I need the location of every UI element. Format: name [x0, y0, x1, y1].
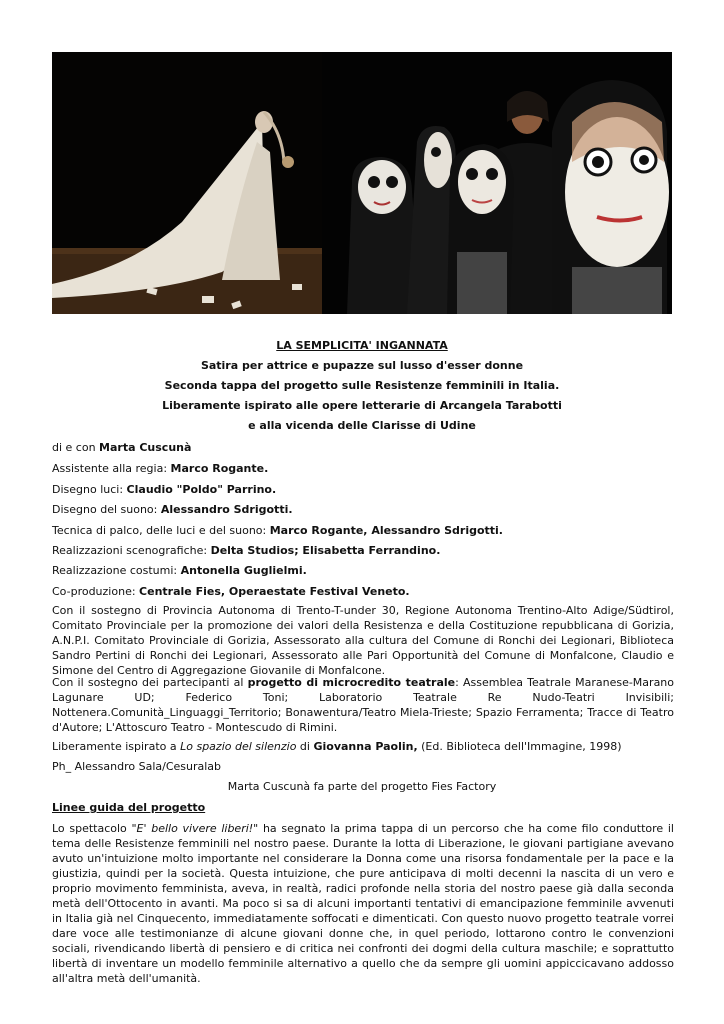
bride-photo [52, 52, 322, 314]
photo-credit: Ph_ Alessandro Sala/Cesuralab [52, 760, 222, 773]
subtitle-line: Liberamente ispirato alle opere letterarie di Arcangela Tarabotti [162, 399, 562, 412]
credit-line: Co-produzione: Centrale Fies, Operaestate Festival Veneto. [52, 585, 410, 598]
credit-line: Realizzazione costumi: Antonella Guglielmi. [52, 564, 307, 577]
page-title: LA SEMPLICITA' INGANNATA [276, 339, 448, 352]
stage-photos-illustration [52, 52, 672, 314]
guidelines-paragraph: Lo spettacolo "E' bello vivere liberi!" ha segnato la prima tappa di un percorso che ha come filo conduttore il tema delle Resistenze femminili nel nostro paese. Durante la lotta di Liberazione, le giovani partigiane avevano avuto un'intuizione molto importante nel considerare la Donna come una risorsa fondamentale per la pace e la giustizia, quindi per la società. Questa intuizione, che pure anticipava di molti decenni la nascita di un vero e proprio movimento femminista, aveva, in realtà, radici profonde nella storia del nostro paese già dalla seconda metà dell'Ottocento in avanti. Ma poco si sa di alcuni importanti tentativi di emancipazione femminile avvenuti in Italia già nel Cinquecento, immediatamente soffocati e dimenticati. Con questo nuovo progetto teatrale vorrei dare voce alle testimonianze di alcune giovani donne che, in quel periodo, lottarono contro le convenzioni sociali, rivendicando libertà di pensiero e di critica nei confronti dei dogmi della cultura maschile; e soprattutto libertà di inventare un modello femminile alternativo a quello che da sempre gli uomini appiccicavano addosso all'altra metà dell'umanità. [52, 822, 674, 985]
microcredit-paragraph: Con il sostegno dei partecipanti al progetto di microcredito teatrale: Assemblea Teatrale Maranese-Marano Lagunare UD; Federico Toni; Laboratorio Teatrale Re Nudo-Teatri Invisibili; Nottenera.Comunità_Linguaggi_Territorio; Bonawentura/Teatro Miela-Trieste; Spazio Ferramenta; Tracce di Teatro d'Autore; L'Attoscuro Teatro - Montescudo di Rimini. [52, 676, 675, 734]
credit-line: Realizzazioni scenografiche: Delta Studios; Elisabetta Ferrandino. [52, 544, 441, 557]
support-paragraph: Con il sostegno di Provincia Autonoma di Trento-T-under 30, Regione Autonoma Trentino-Alto Adige/Südtirol, Comitato Provinciale per la promozione dei valori della Resistenza e della Costituzione repubblicana di Gorizia, A.N.P.I. Comitato Provinciale di Gorizia, Assessorato alla cultura del Comune di Ronchi dei Legionari, Biblioteca Sandro Pertini di Ronchi dei Legionari, Assessorato alle Pari Opportunità del Comune di Monfalcone, Claudio e Simone del Centro di Aggregazione Giovanile di Monfalcone. [52, 604, 674, 677]
puppets-photo [322, 52, 672, 314]
credit-line: di e con Marta Cuscunà [52, 441, 192, 454]
subtitle-line: Satira per attrice e pupazze sul lusso d'esser donne [200, 359, 524, 372]
credit-line: Disegno del suono: Alessandro Sdrigotti. [52, 503, 293, 516]
credit-line: Tecnica di palco, delle luci e del suono: Marco Rogante, Alessandro Sdrigotti. [52, 524, 503, 537]
credit-line: Assistente alla regia: Marco Rogante. [52, 462, 269, 475]
subtitle-line: e alla vicenda delle Clarisse di Udine [248, 419, 476, 432]
stage-photos [52, 52, 672, 314]
fies-factory-line: Marta Cuscunà fa parte del progetto Fies Factory [227, 780, 497, 793]
section-heading: Linee guida del progetto [52, 801, 206, 814]
subtitle-line: Seconda tappa del progetto sulle Resistenze femminili in Italia. [164, 379, 560, 392]
credit-line: Disegno luci: Claudio "Poldo" Parrino. [52, 483, 277, 496]
inspired-line: Liberamente ispirato a Lo spazio del silenzio di Giovanna Paolin, (Ed. Biblioteca dell'Immagine, 1998) [52, 740, 622, 753]
